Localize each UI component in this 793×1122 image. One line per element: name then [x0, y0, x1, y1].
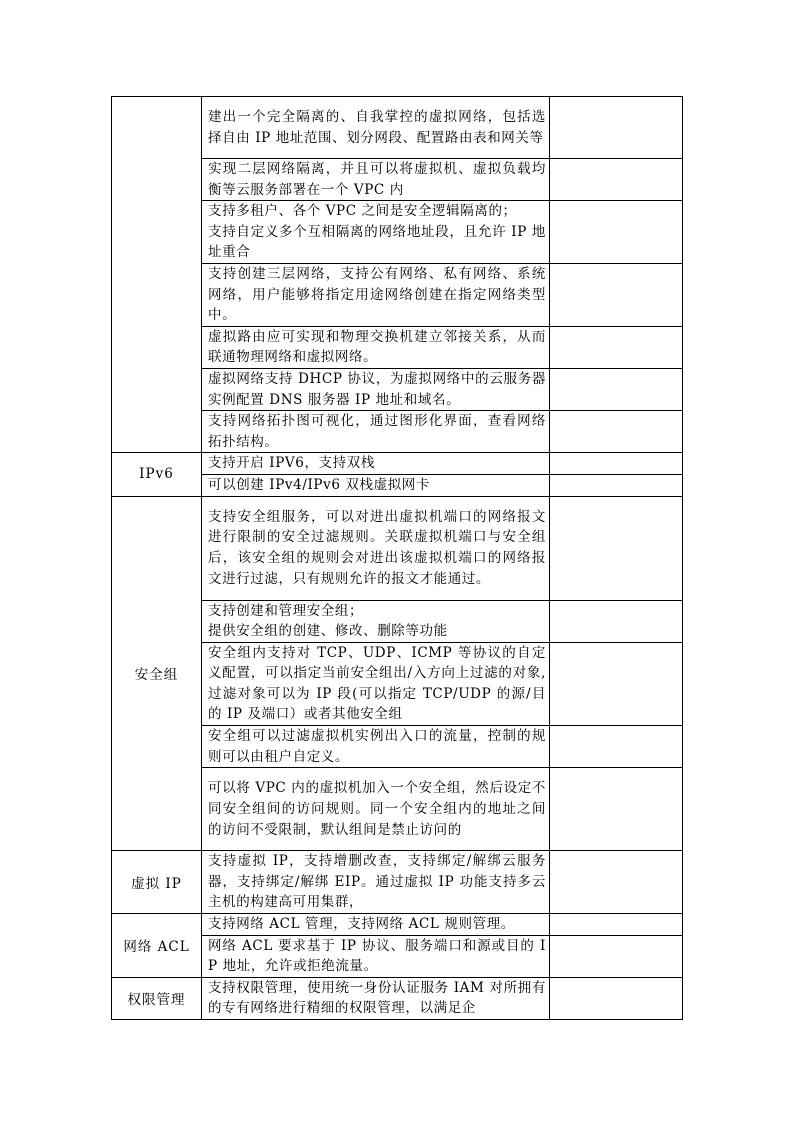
table-row	[112, 851, 683, 914]
table-row	[112, 97, 683, 159]
response-cell	[550, 726, 683, 768]
response-cell	[550, 768, 683, 851]
description-cell: 支持权限管理，使用统一身份认证服务 IAM 对所拥有的专有网络进行精细的权限管理，以满足企	[202, 977, 550, 1019]
description-cell: 安全组可以过滤虚拟机实例出入口的流量，控制的规则可以由租户自定义。	[202, 726, 550, 768]
response-cell	[550, 851, 683, 914]
category-cell: 网络 ACL	[112, 914, 202, 978]
response-cell	[550, 263, 683, 326]
description-cell: 实现二层网络隔离，并且可以将虚拟机、虚拟负载均衡等云服务部署在一个 VPC 内	[202, 159, 550, 201]
response-cell	[550, 97, 683, 159]
table-row	[112, 977, 683, 1019]
response-cell	[550, 326, 683, 368]
response-cell	[550, 600, 683, 642]
response-cell	[550, 368, 683, 410]
description-cell: 支持开启 IPV6，支持双栈	[202, 453, 550, 475]
response-cell	[550, 474, 683, 496]
description-cell: 安全组内支持对 TCP、UDP、ICMP 等协议的自定义配置，可以指定当前安全组出/入方向上过滤的对象,过滤对象可以为 IP 段(可以指定 TCP/UDP 的源/目的 IP 及端口）或者其他安全组	[202, 642, 550, 725]
description-cell: 支持多租户、各个 VPC 之间是安全逻辑隔离的； 支持自定义多个互相隔离的网络地址段，且允许 IP 地址重合	[202, 201, 550, 264]
response-cell	[550, 935, 683, 977]
category-cell	[112, 97, 202, 453]
response-cell	[550, 977, 683, 1019]
table-row	[112, 453, 683, 475]
description-cell: 虚拟路由应可实现和物理交换机建立邻接关系，从而联通物理网络和虚拟网络。	[202, 326, 550, 368]
response-cell	[550, 159, 683, 201]
response-cell	[550, 453, 683, 475]
table-row	[112, 496, 683, 600]
description-cell: 支持创建三层网络，支持公有网络、私有网络、系统网络，用户能够将指定用途网络创建在指定网络类型中。	[202, 263, 550, 326]
response-cell	[550, 201, 683, 264]
table-row	[112, 914, 683, 936]
description-cell: 支持虚拟 IP，支持增删改查，支持绑定/解绑云服务器，支持绑定/解绑 EIP。通过虚拟 IP 功能支持多云主机的构建高可用集群，	[202, 851, 550, 914]
description-cell: 网络 ACL 要求基于 IP 协议、服务端口和源或目的 IP 地址，允许或拒绝流量。	[202, 935, 550, 977]
description-cell: 可以将 VPC 内的虚拟机加入一个安全组，然后设定不同安全组间的访问规则。同一个安全组内的地址之间的访问不受限制，默认组间是禁止访问的	[202, 768, 550, 851]
response-cell	[550, 914, 683, 936]
description-cell: 支持网络拓扑图可视化，通过图形化界面，查看网络拓扑结构。	[202, 411, 550, 453]
response-cell	[550, 642, 683, 725]
category-cell: 安全组	[112, 496, 202, 851]
spec-table	[111, 96, 683, 1020]
description-cell: 可以创建 IPv4/IPv6 双栈虚拟网卡	[202, 474, 550, 496]
category-cell: 虚拟 IP	[112, 851, 202, 914]
description-cell: 支持创建和管理安全组； 提供安全组的创建、修改、删除等功能	[202, 600, 550, 642]
response-cell	[550, 411, 683, 453]
description-cell: 建出一个完全隔离的、自我掌控的虚拟网络，包括选择自由 IP 地址范围、划分网段、配置路由表和网关等	[202, 97, 550, 159]
response-cell	[550, 496, 683, 600]
description-cell: 虚拟网络支持 DHCP 协议，为虚拟网络中的云服务器实例配置 DNS 服务器 IP 地址和域名。	[202, 368, 550, 410]
category-cell: IPv6	[112, 453, 202, 496]
description-cell: 支持安全组服务，可以对进出虚拟机端口的网络报文进行限制的安全过滤规则。关联虚拟机端口与安全组后，该安全组的规则会对进出该虚拟机端口的网络报文进行过滤，只有规则允许的报文才能通过。	[202, 496, 550, 600]
category-cell: 权限管理	[112, 977, 202, 1019]
description-cell: 支持网络 ACL 管理，支持网络 ACL 规则管理。	[202, 914, 550, 936]
